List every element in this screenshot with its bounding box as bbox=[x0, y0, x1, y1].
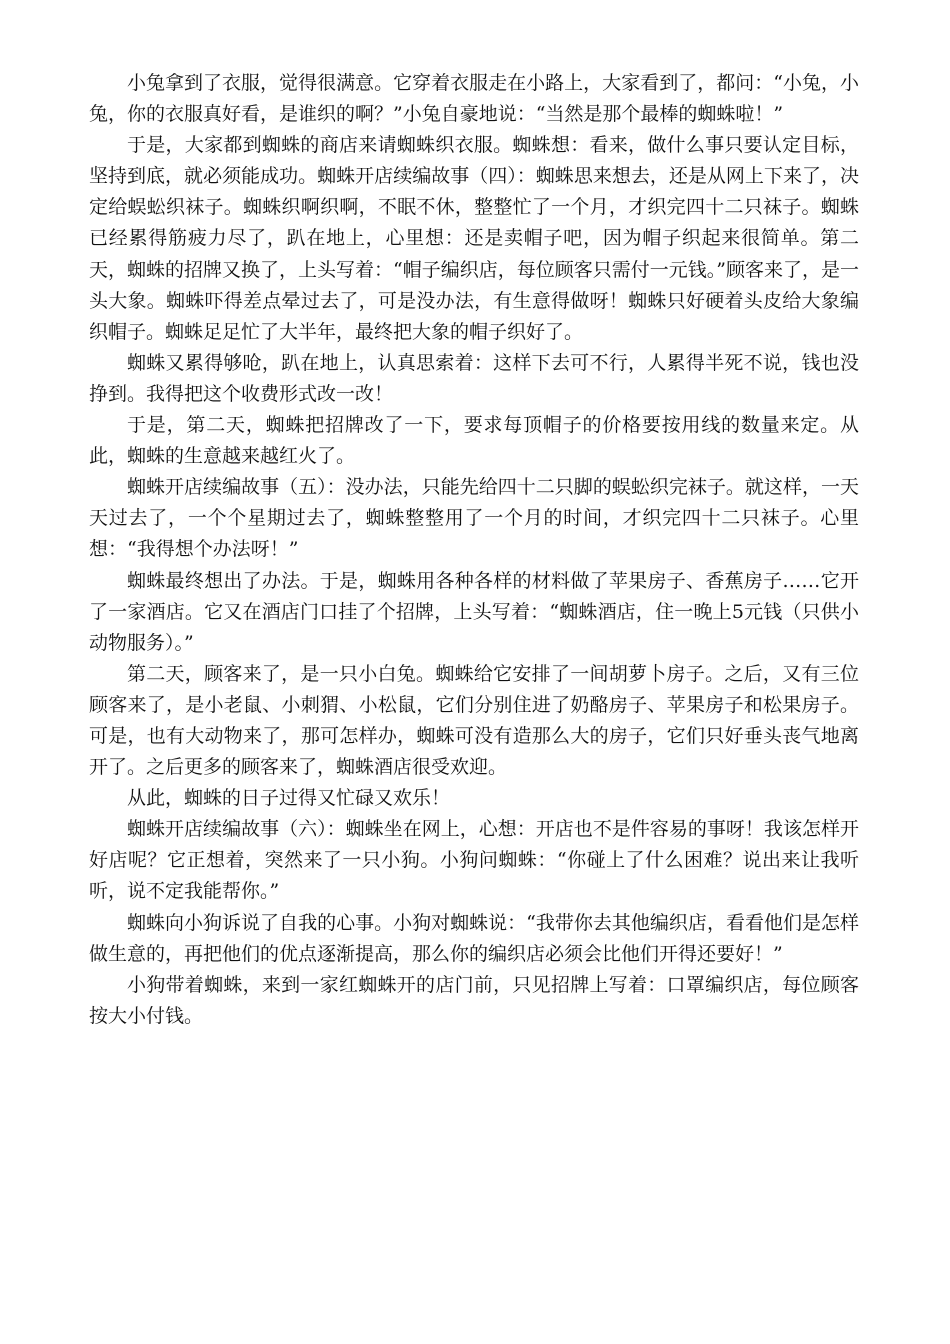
paragraph: 蜘蛛开店续编故事（五）：没办法，只能先给四十二只脚的蜈蚣织完袜子。就这样，一天天过去了，一个个星期过去了，蜘蛛整整用了一个月的时间，才织完四十二只袜子。心里想：“我得想个办法呀！” bbox=[89, 476, 859, 561]
paragraph: 蜘蛛向小狗诉说了自我的心事。小狗对蜘蛛说：“我带你去其他编织店，看看他们是怎样做生意的，再把他们的优点逐渐提高，那么你的编织店必须会比他们开得还要好！” bbox=[89, 911, 859, 965]
paragraph: 小狗带着蜘蛛，来到一家红蜘蛛开的店门前，只见招牌上写着：口罩编织店，每位顾客按大小付钱。 bbox=[89, 973, 859, 1027]
paragraph: 于是，第二天，蜘蛛把招牌改了一下，要求每顶帽子的价格要按用线的数量来定。从此，蜘蛛的生意越来越红火了。 bbox=[89, 414, 859, 468]
paragraph: 从此，蜘蛛的日子过得又忙碌又欢乐！ bbox=[127, 787, 451, 810]
paragraph: 小兔拿到了衣服，觉得很满意。它穿着衣服走在小路上，大家看到了，都问：“小兔，小兔，你的衣服真好看，是谁织的啊？”小兔自豪地说：“当然是那个最棒的蜘蛛啦！” bbox=[89, 72, 859, 126]
paragraph: 于是，大家都到蜘蛛的商店来请蜘蛛织衣服。蜘蛛想：看来，做什么事只要认定目标，坚持到底，就必须能成功。蜘蛛开店续编故事（四）：蜘蛛思来想去，还是从网上下来了，决定给蜈蚣织袜子。蜘蛛织啊织啊，不眠不休，整整忙了一个月，才织完四十二只袜子。蜘蛛已经累得筋疲力尽了，趴在地上，心里想：还是卖帽子吧，因为帽子织起来很简单。第二天，蜘蛛的招牌又换了，上头写着：“帽子编织店，每位顾客只需付一元钱。”顾客来了，是一头大象。蜘蛛吓得差点晕过去了，可是没办法，有生意得做呀！蜘蛛只好硬着头皮给大象编织帽子。蜘蛛足足忙了大半年，最终把大象的帽子织好了。 bbox=[89, 134, 859, 343]
paragraph: 蜘蛛最终想出了办法。于是，蜘蛛用各种各样的材料做了苹果房子、香蕉房子……它开了一家酒店。它又在酒店门口挂了个招牌，上头写着：“蜘蛛酒店，住一晚上5元钱（只供小动物服务）。” bbox=[89, 569, 859, 654]
paragraph: 第二天，顾客来了，是一只小白兔。蜘蛛给它安排了一间胡萝卜房子。之后，又有三位顾客来了，是小老鼠、小刺猬、小松鼠，它们分别住进了奶酪房子、苹果房子和松果房子。可是，也有大动物来了，那可怎样办，蜘蛛可没有造那么大的房子，它们只好垂头丧气地离开了。之后更多的顾客来了，蜘蛛酒店很受欢迎。 bbox=[89, 662, 859, 779]
paragraph: 蜘蛛又累得够呛，趴在地上，认真思索着：这样下去可不行，人累得半死不说，钱也没挣到。我得把这个收费形式改一改！ bbox=[89, 351, 859, 405]
document-body bbox=[89, 68, 859, 1032]
paragraph: 蜘蛛开店续编故事（六）：蜘蛛坐在网上，心想：开店也不是件容易的事呀！我该怎样开好店呢？它正想着，突然来了一只小狗。小狗问蜘蛛：“你碰上了什么困难？说出来让我听听，说不定我能帮你。” bbox=[89, 818, 859, 903]
